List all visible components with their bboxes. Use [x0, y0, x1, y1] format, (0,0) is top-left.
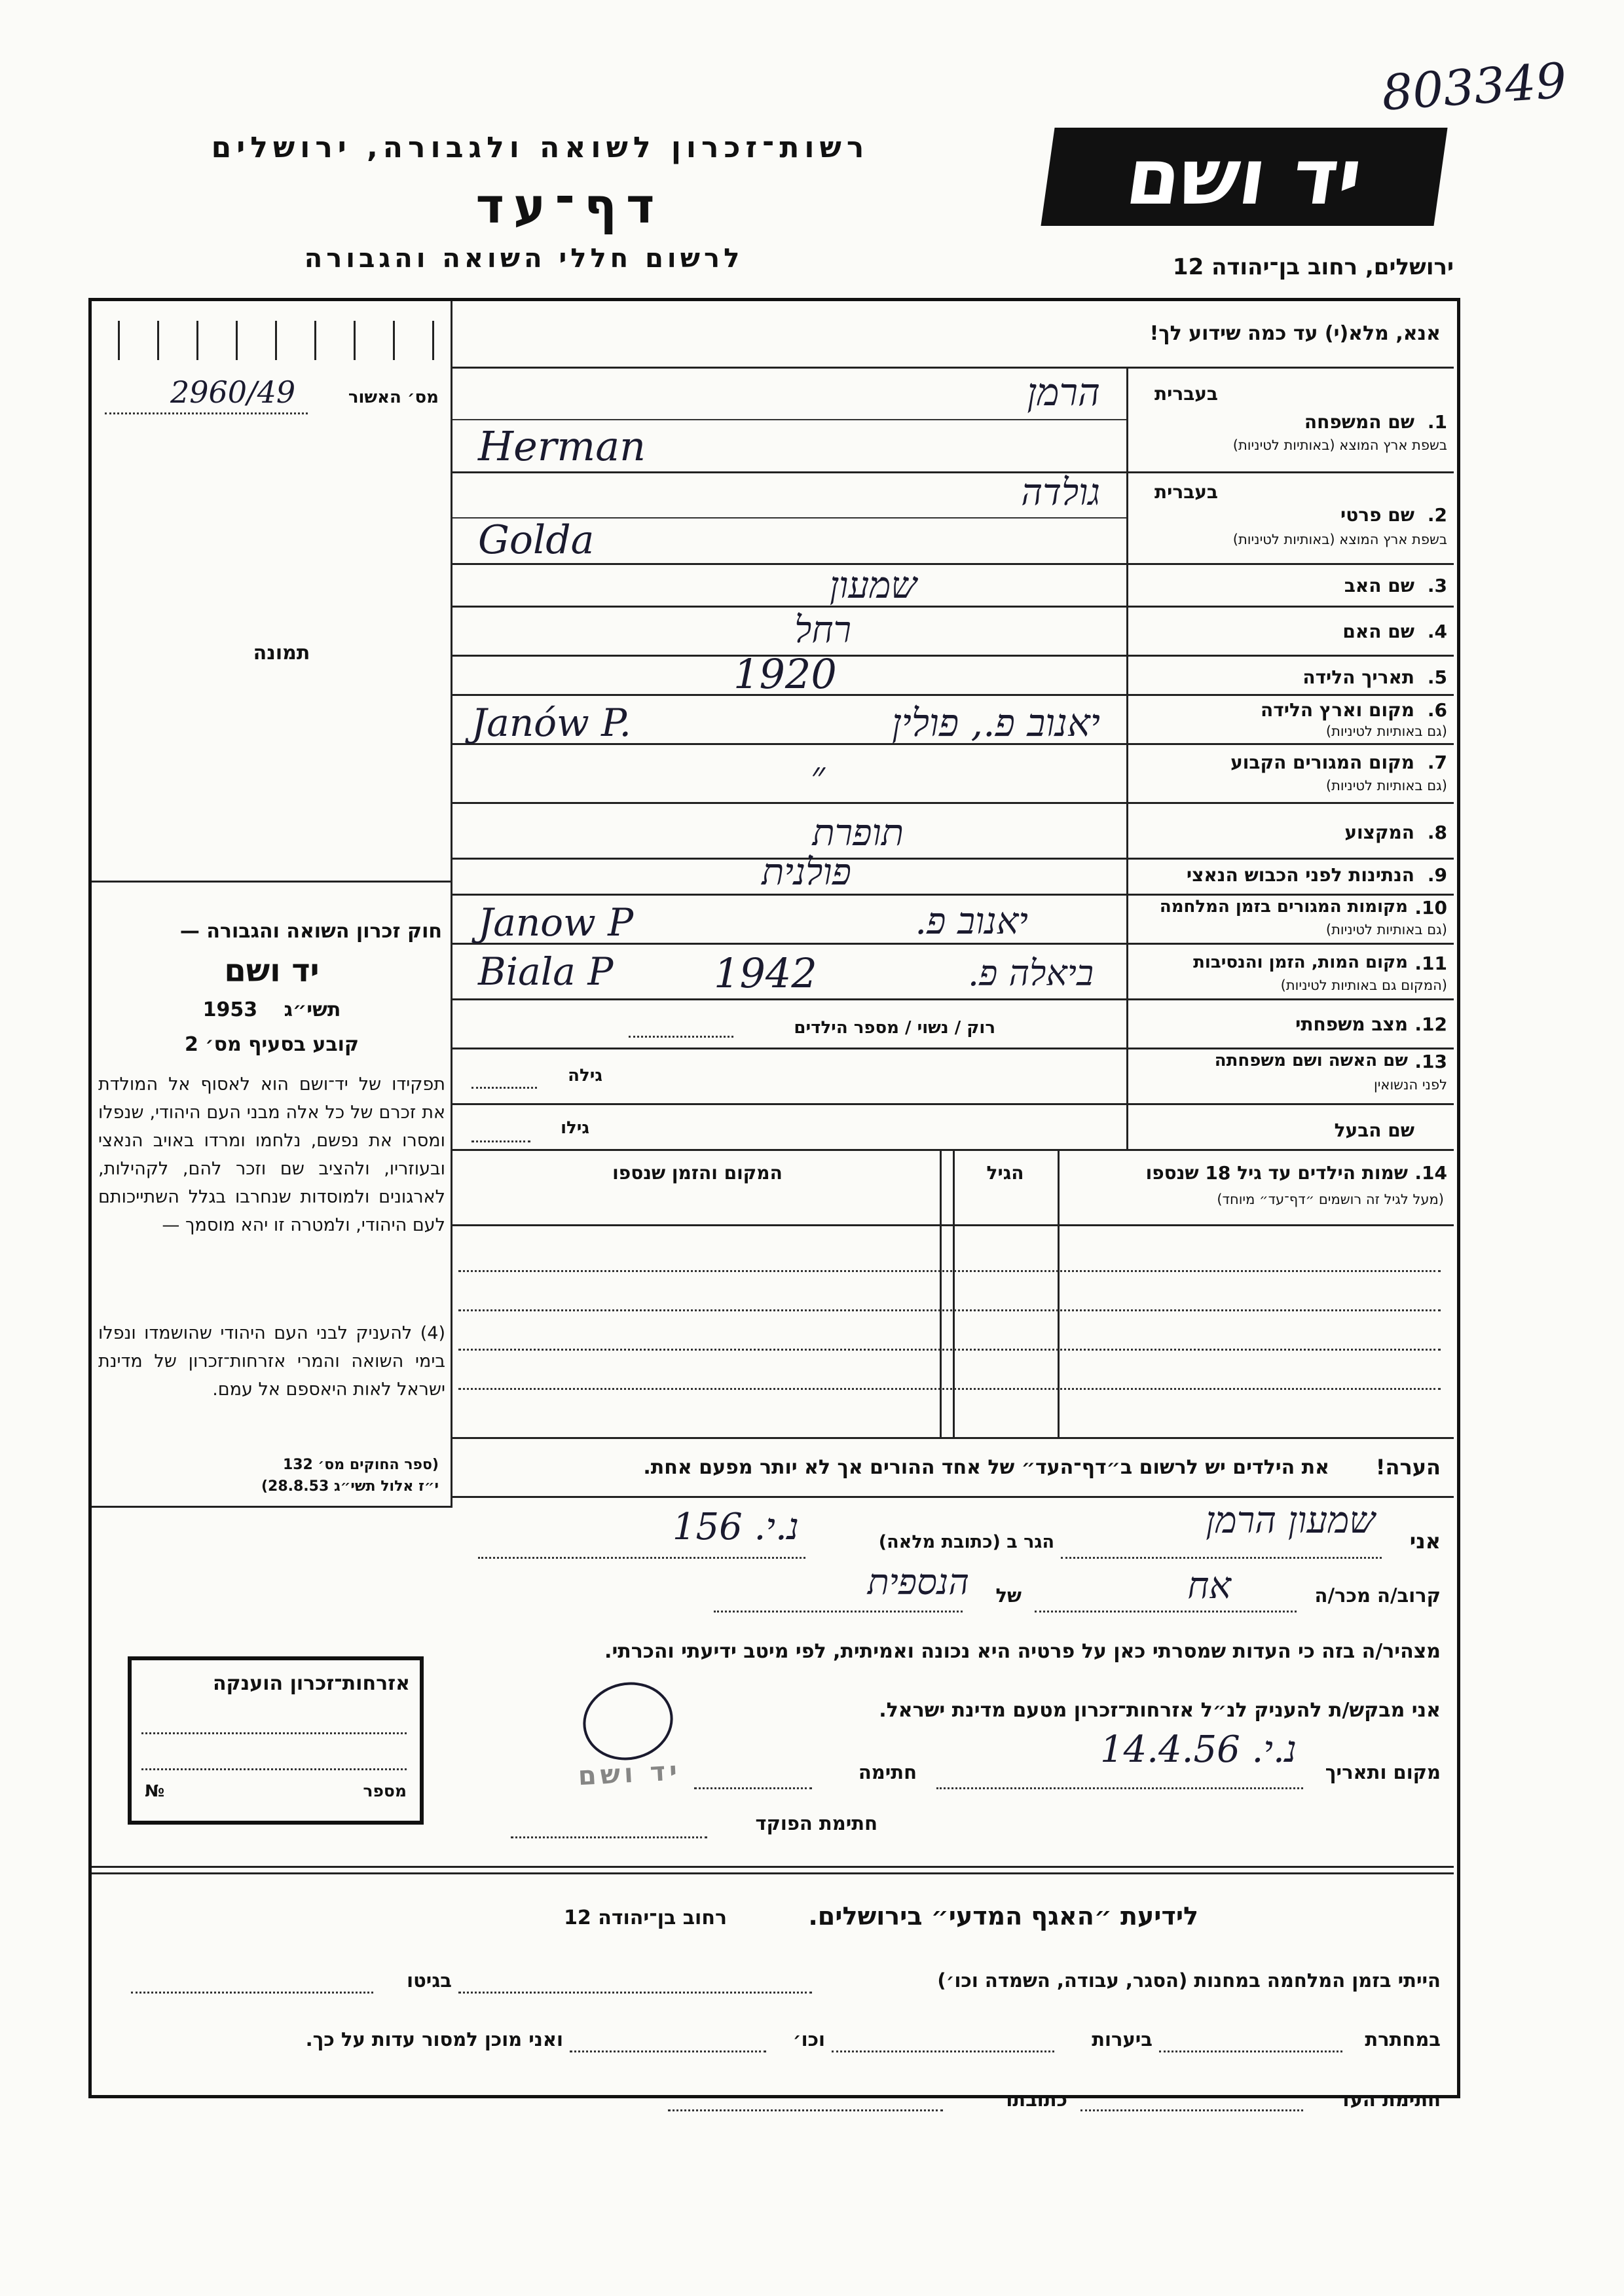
- field-7-value: ״: [810, 753, 825, 797]
- archive-number: 803349: [1380, 52, 1569, 122]
- witness-of-label: של: [995, 1584, 1022, 1607]
- witness-of-value: הנספית: [867, 1561, 969, 1603]
- field-6-num: 6.: [1427, 699, 1447, 721]
- citizenship-number-label: מספר: [363, 1781, 407, 1800]
- field-2-label: שם פרטי: [1340, 504, 1414, 526]
- logo-text: יד ושם: [1120, 132, 1368, 222]
- approval-label: מס׳ האשור: [348, 388, 439, 407]
- citizenship-no: №: [145, 1781, 165, 1800]
- field-5-label: תאריך הלידה: [1302, 666, 1414, 688]
- law-text: תפקידו של יד־ושם הוא לאסוף אל המולדת את זכרם של כל אלה מבני העם היהודי, שנפלו ומסרו את נפשם, נלחמו ומרדו באויב הנאצי ובעוזריו, ולהציב שם וזכר להם, לקהילות, לארגונים ולמוסדות שנחרבו בגלל השתייכותם לעם היהודי, ולמטרה זו יהא מוסמך —: [98, 1074, 445, 1235]
- field-13-num: 13.: [1414, 1051, 1447, 1072]
- field-12-label: מצב משפחתי: [1295, 1013, 1408, 1035]
- bottom-line1-b: בגיטו: [407, 1969, 452, 1992]
- witness-address: נ.י. 156: [672, 1506, 799, 1548]
- approval-value: 2960/49: [170, 374, 296, 410]
- field-7-sublabel: (גם באותיות לטיניות): [1325, 778, 1447, 793]
- bottom-line2-a: במחתרת: [1365, 2028, 1441, 2050]
- field-2-num: 2.: [1427, 504, 1447, 526]
- law-year-row: [101, 998, 442, 1021]
- field-6-value-latin: Janów P.: [471, 701, 631, 745]
- field-11-label: מקום המות, הזמן והנסיבות: [1193, 953, 1408, 972]
- field-4-value: רחל: [794, 609, 851, 651]
- field-11-value-latin: Biala P: [478, 949, 614, 994]
- citizenship-box: [128, 1656, 424, 1825]
- field-6-label: מקום וארץ הלידה: [1261, 699, 1414, 721]
- field-6-value-he: יאנוב פ., פולין: [891, 701, 1100, 745]
- field-8-value: תופרת: [812, 812, 904, 854]
- field-1-lang-he: בעברית: [1154, 383, 1218, 405]
- field-7-label: מקום המגורים הקבוע: [1230, 752, 1414, 773]
- marital-status-options: רוק / נשוי / מספר הילדים: [794, 1018, 995, 1038]
- field-2-lang-he: בעברית: [1154, 481, 1218, 503]
- field-4-num: 4.: [1427, 621, 1447, 642]
- field-11-num: 11.: [1414, 953, 1447, 974]
- field-14-num: 14.: [1414, 1162, 1447, 1184]
- bottom-address: רחוב בן־יהודה 12: [564, 1906, 727, 1929]
- witness-stamp: יד ושם: [577, 1756, 682, 1792]
- note-text: את הילדים יש לרשום ב״דף־העד״ של אחד ההורים אך לא יותר מפעם אחת.: [643, 1456, 1329, 1479]
- citizenship-title: אזרחות־זכרון הוענקה: [212, 1672, 410, 1695]
- yad-vashem-logo: [1041, 128, 1447, 226]
- field-1-label: שם המשפחה: [1304, 411, 1414, 433]
- field-11-value-he: ביאלה פ.: [967, 953, 1094, 994]
- place-date-value: נ.י. 14.4.56: [1099, 1728, 1297, 1771]
- witness-declaration: מצהיר/ה בזה כי העדות שמסרתי כאן על פרטיה היא נכונה ואמיתית, לפי מיטב ידיעתי והכרתי.: [604, 1640, 1441, 1663]
- field-5-value: 1920: [733, 650, 837, 698]
- field-9-value: פולנית: [762, 851, 851, 894]
- field-8-label: המקצוע: [1344, 822, 1414, 843]
- field-3-value: שמעון: [829, 564, 917, 607]
- children-place-col: המקום והזמן שנספו: [612, 1162, 783, 1184]
- field-9-num: 9.: [1427, 864, 1447, 886]
- field-10-num: 10.: [1414, 897, 1447, 919]
- bottom-line2-b: ביערות: [1092, 2028, 1153, 2050]
- witness-request: אני מבקש/ת להעניק לנ״ל אזרחות־זכרון מטעם מדינת ישראל.: [879, 1699, 1441, 1722]
- witness-relative-label: קרוב/ה מכר/ה: [1314, 1584, 1441, 1607]
- field-9-label: הנתינות לפני הכבוש הנאצי: [1186, 864, 1414, 886]
- authority-line: רשות־זכרון לשואה ולגבורה, ירושלים: [211, 131, 870, 164]
- husband-age-label: גילו: [561, 1118, 589, 1138]
- witness-name: שמעון הרמן: [1206, 1499, 1375, 1542]
- field-14-sublabel: (מעל לגיל זה רושמים ״דף־עד״ מיוחד): [1217, 1192, 1444, 1207]
- official-signature-label: חתימת הפוקד: [755, 1812, 877, 1834]
- witness-relation: אח: [1187, 1565, 1231, 1607]
- field-10-sublabel: (גם באותיות לטיניות): [1325, 922, 1447, 938]
- header-address: ירושלים, רחוב בן־יהודה 12: [1172, 254, 1454, 280]
- husband-label: שם הבעל: [1334, 1120, 1414, 1141]
- field-12-num: 12.: [1414, 1013, 1447, 1035]
- law-name: יד ושם: [224, 953, 320, 989]
- field-3-label: שם האב: [1344, 575, 1414, 596]
- law-item: (4) להעניק לבני העם היהודי שהושמדו ונפלו בימי השואה והמרי אזרחות־זכרון של מדינת ישראל לאות היאספם אל עמם.: [98, 1323, 445, 1400]
- field-6-sublabel: (גם באותיות לטיניות): [1325, 723, 1447, 739]
- wife-age-label: גילה: [568, 1066, 602, 1085]
- law-clause: קובע בסעיף מס׳ 2: [184, 1033, 360, 1056]
- children-age-col: הגיל: [986, 1162, 1024, 1184]
- bottom-line1-a: הייתי בזמן המלחמה במחנות (הסגר, עבודה, השמדה וכו׳): [937, 1969, 1441, 1992]
- field-11-year: 1942: [714, 949, 817, 997]
- form-title: דף־עד: [475, 178, 664, 234]
- law-year-he: תשי״ג: [284, 998, 341, 1021]
- field-13-sublabel: לפני הנשואין: [1373, 1077, 1447, 1093]
- field-1-num: 1.: [1427, 411, 1447, 433]
- field-10-label: מקומות המגורים בזמן המלחמה: [1159, 897, 1408, 917]
- note-label: הערה!: [1375, 1455, 1441, 1480]
- field-2-value-he: גולדה: [1021, 471, 1100, 514]
- field-1-value-latin: Herman: [478, 422, 646, 470]
- bottom-line2-d: ואני מוכן למסור עדות על כך.: [305, 2028, 563, 2050]
- field-5-num: 5.: [1427, 666, 1447, 688]
- field-2-lang-foreign: בשפת ארץ המוצא (באותיות לטיניות): [1232, 532, 1447, 547]
- field-7-num: 7.: [1427, 752, 1447, 773]
- intro-text: אנא, מלא(י) עד כמה שידוע לך!: [1149, 322, 1441, 345]
- field-1-value-he: הרמן: [1027, 370, 1100, 414]
- place-date-label: מקום ותאריך: [1325, 1761, 1441, 1783]
- law-title: חוק זכרון השואה והגבורה —: [179, 920, 442, 943]
- bottom-line2-c: וכו׳: [792, 2028, 825, 2050]
- signature-label: חתימה: [858, 1761, 917, 1783]
- law-source-date: י״ז אלול תשי״ג 28.8.53): [261, 1478, 439, 1495]
- bottom-title: לידיעת ״האגף המדעי״ בירושלים.: [808, 1902, 1198, 1931]
- field-13-label: שם האשה ושם משפחתה: [1214, 1051, 1408, 1070]
- field-3-num: 3.: [1427, 575, 1447, 596]
- field-10-value-he: יאנוב פ.: [915, 900, 1028, 943]
- witness-residing-label: הגר ב (כתובת מלאה): [878, 1532, 1054, 1552]
- witness-i-label: אני: [1409, 1529, 1441, 1554]
- field-2-value-latin: Golda: [478, 517, 595, 563]
- field-8-num: 8.: [1427, 822, 1447, 843]
- law-year: 1953: [202, 998, 258, 1021]
- field-14-label: שמות הילדים עד גיל 18 שנספו: [1145, 1162, 1408, 1184]
- bottom-line3-b: כתובתו: [1006, 2088, 1067, 2111]
- bottom-line3-a: חתימת העד: [1338, 2088, 1441, 2111]
- field-4-label: שם האם: [1342, 621, 1414, 642]
- field-11-sublabel: (המקום גם באותיות לטיניות): [1280, 977, 1447, 993]
- form-subtitle: לרשום חללי השואה והגבורה: [304, 244, 744, 274]
- approval-ticks: [118, 308, 445, 367]
- photo-label: תמונה: [253, 642, 310, 665]
- law-source: (ספר החוקים מס׳ 132: [282, 1457, 439, 1473]
- field-10-value-latin: Janow P: [478, 900, 634, 945]
- field-1-lang-foreign: בשפת ארץ המוצא (באותיות לטיניות): [1232, 437, 1447, 453]
